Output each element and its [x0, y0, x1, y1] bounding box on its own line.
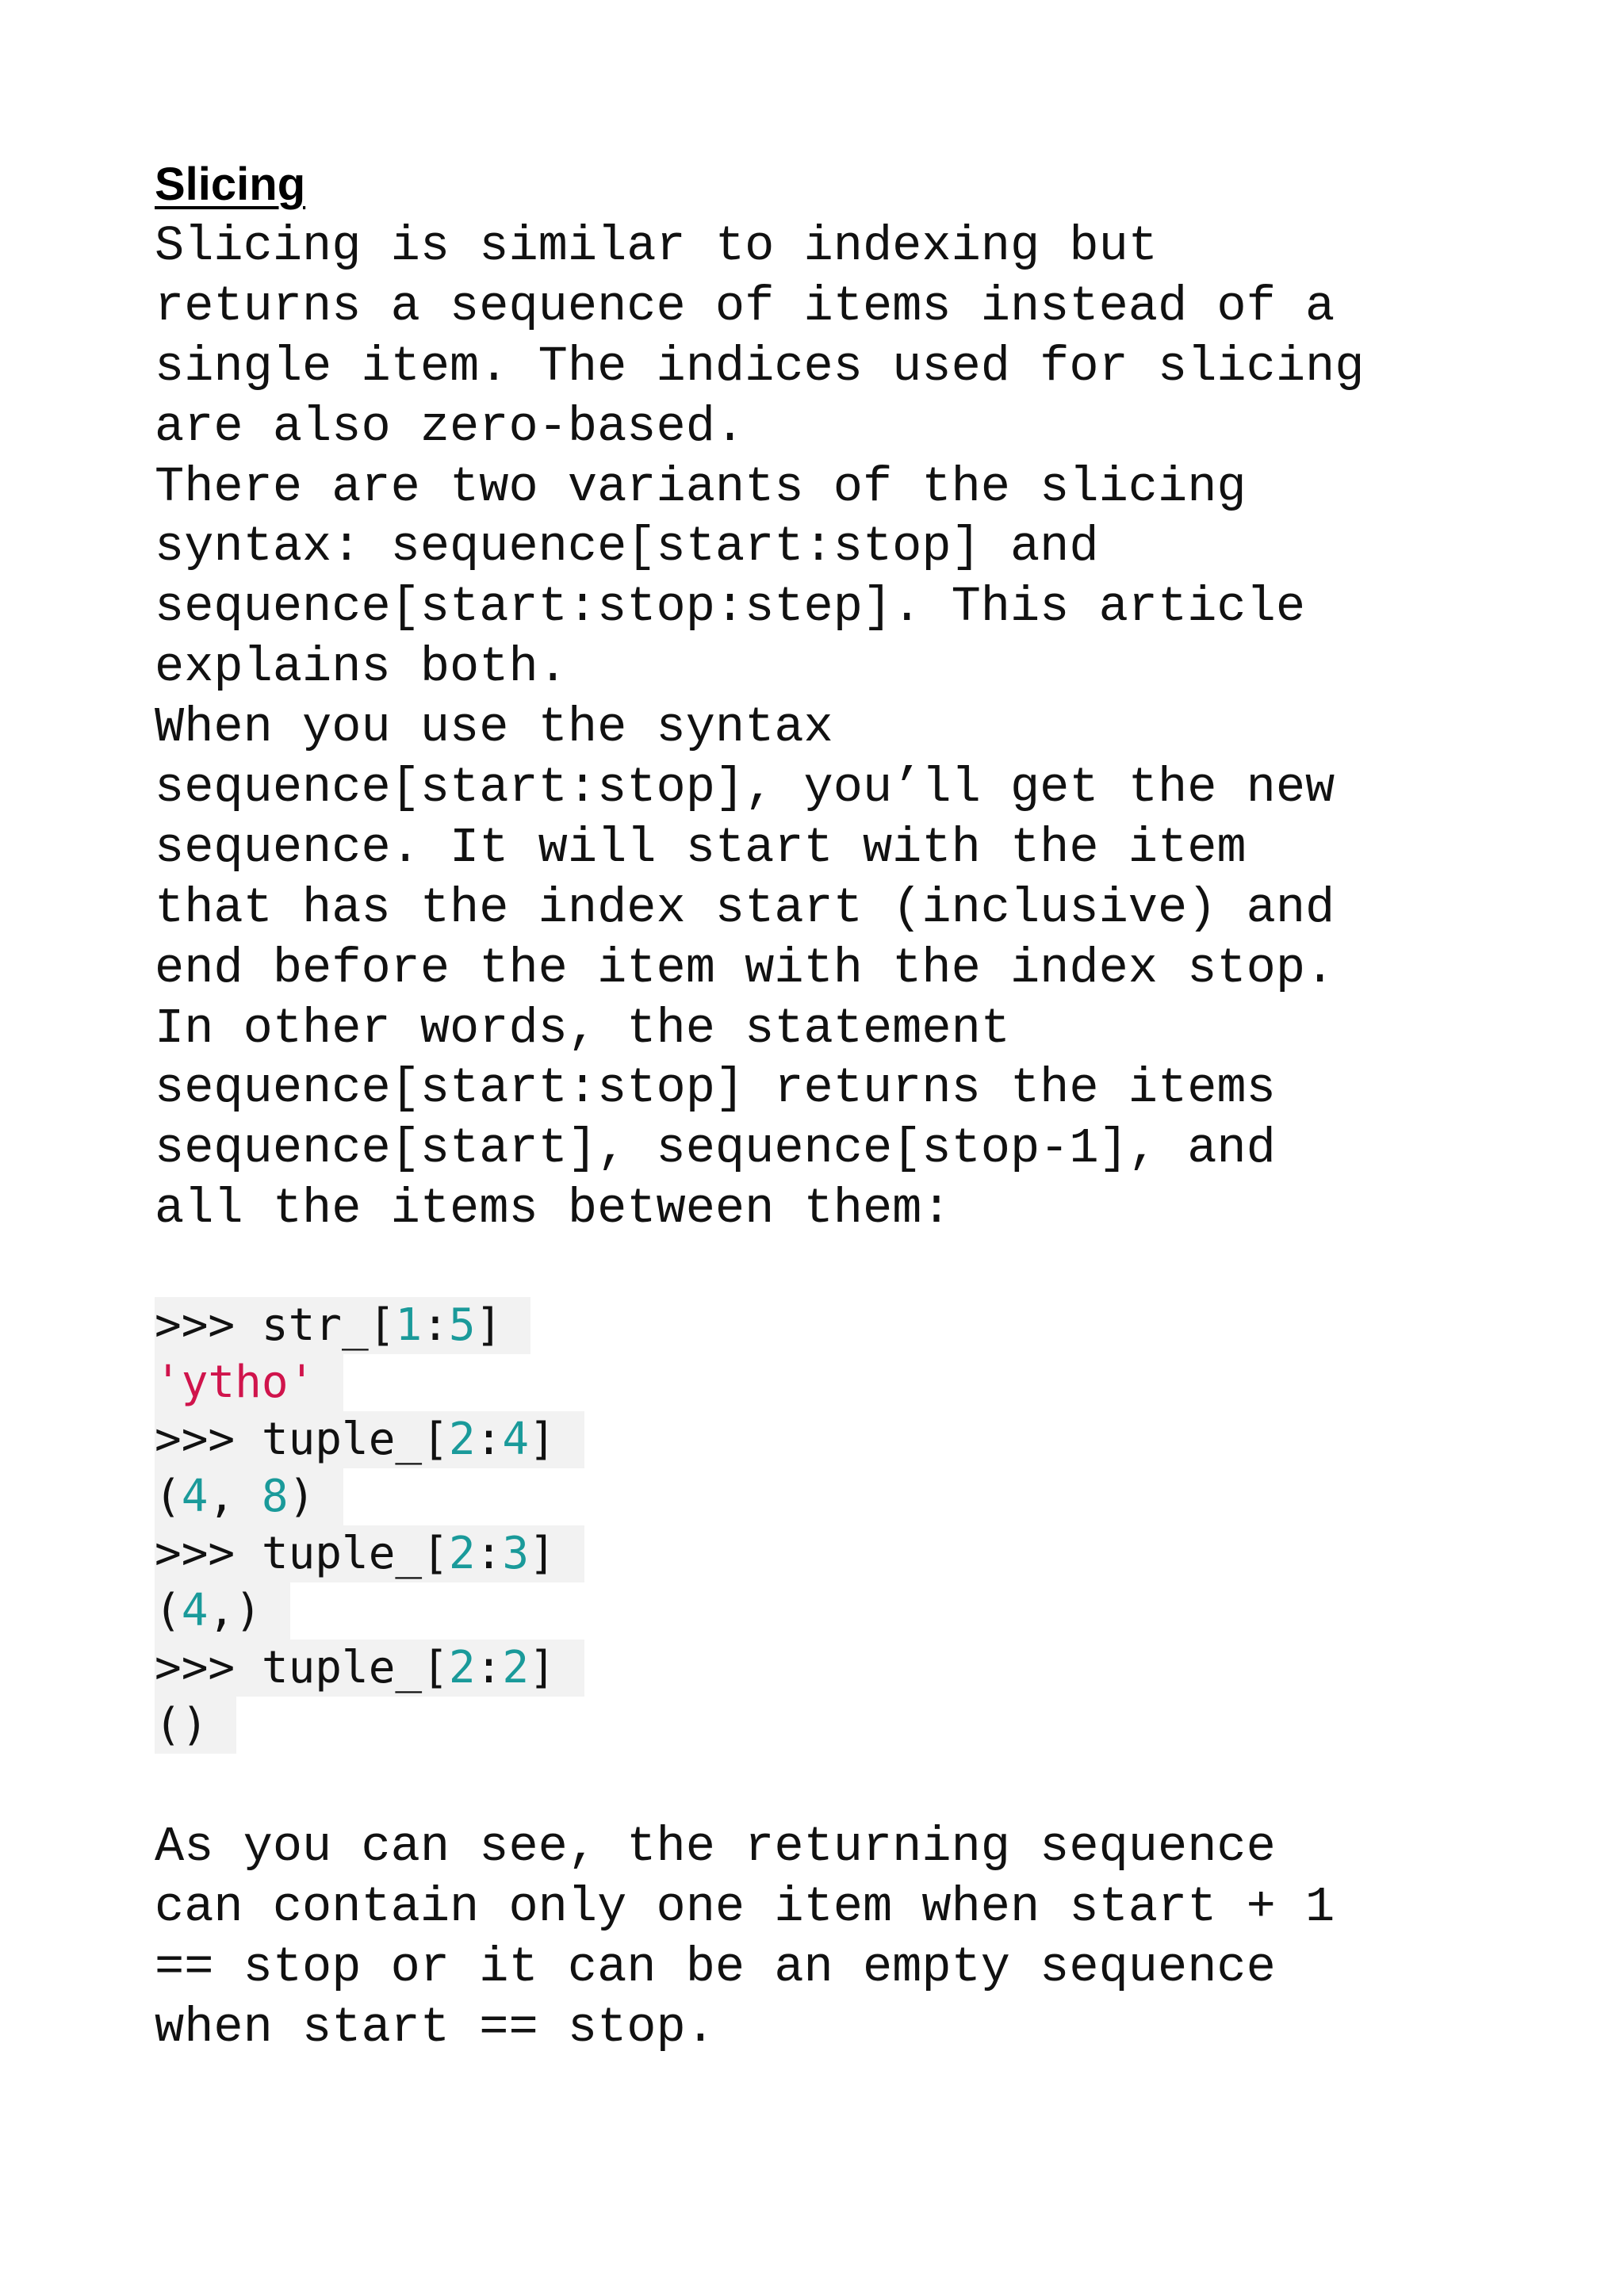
code-number: 2 [448, 1642, 476, 1693]
code-number: 1 [395, 1299, 423, 1351]
code-line [155, 1640, 584, 1697]
code-text: : [422, 1299, 449, 1351]
code-text: ] [529, 1642, 556, 1693]
code-text: >>> tuple_[ [155, 1642, 449, 1693]
code-number: 3 [502, 1528, 530, 1579]
code-text: ) [288, 1471, 316, 1522]
text-line: single item. The indices used for slicing [155, 338, 1365, 395]
code-number: 4 [181, 1471, 209, 1522]
code-line [155, 1525, 584, 1582]
text-line: end before the item with the index stop. [155, 939, 1335, 997]
text-line: When you use the syntax [155, 699, 833, 756]
text-line: when start == stop. [155, 1999, 715, 2056]
text-line: sequence[start], sequence[stop-1], and [155, 1120, 1276, 1177]
text-line: are also zero-based. [155, 398, 745, 455]
code-text: : [475, 1642, 503, 1693]
code-text: ( [155, 1471, 182, 1522]
code-text: ] [529, 1528, 556, 1579]
code-text: >>> tuple_[ [155, 1528, 449, 1579]
code-line [155, 1354, 343, 1411]
text-line: Slicing is similar to indexing but [155, 218, 1159, 274]
code-number: 5 [448, 1299, 476, 1351]
code-line [155, 1411, 584, 1468]
text-line: can contain only one item when start + 1 [155, 1878, 1335, 1935]
text-line: == stop or it can be an empty sequence [155, 1938, 1276, 1996]
code-number: 2 [448, 1414, 476, 1465]
code-line [155, 1697, 236, 1754]
text-line: sequence[start:stop] returns the items [155, 1060, 1276, 1117]
text-line: that has the index start (inclusive) and [155, 879, 1335, 936]
text-line: sequence[start:stop:step]. This article [155, 579, 1306, 636]
code-line [155, 1297, 530, 1354]
code-string: 'ytho' [155, 1357, 316, 1408]
text-line: There are two variants of the slicing [155, 458, 1247, 515]
code-text: () [155, 1699, 209, 1751]
section-heading: Slicing [155, 159, 306, 210]
text-line: As you can see, the returning sequence [155, 1819, 1276, 1875]
code-line [155, 1582, 290, 1640]
code-number: 2 [448, 1528, 476, 1579]
text-line: sequence. It will start with the item [155, 819, 1247, 876]
code-text: : [475, 1414, 503, 1465]
code-text: ] [529, 1414, 556, 1465]
code-line [155, 1468, 343, 1525]
text-line: all the items between them: [155, 1181, 952, 1238]
code-number: 2 [502, 1642, 530, 1693]
code-text: ] [475, 1299, 503, 1351]
intro-paragraph [155, 216, 1364, 1239]
code-text: >>> str_[ [155, 1299, 396, 1351]
code-number: 8 [261, 1471, 289, 1522]
text-line: returns a sequence of items instead of a [155, 277, 1335, 335]
code-block [155, 1297, 584, 1754]
code-number: 4 [502, 1414, 530, 1465]
outro-paragraph [155, 1817, 1335, 2058]
text-line: sequence[start:stop], you’ll get the new [155, 760, 1335, 817]
code-number: 4 [181, 1585, 209, 1636]
text-line: syntax: sequence[start:stop] and [155, 519, 1099, 576]
text-line: explains both. [155, 639, 568, 696]
text-line: In other words, the statement [155, 1000, 1010, 1057]
code-text: : [475, 1528, 503, 1579]
code-text: ( [155, 1585, 182, 1636]
code-text: >>> tuple_[ [155, 1414, 449, 1465]
code-text: , [208, 1471, 262, 1522]
code-text: ,) [208, 1585, 262, 1636]
